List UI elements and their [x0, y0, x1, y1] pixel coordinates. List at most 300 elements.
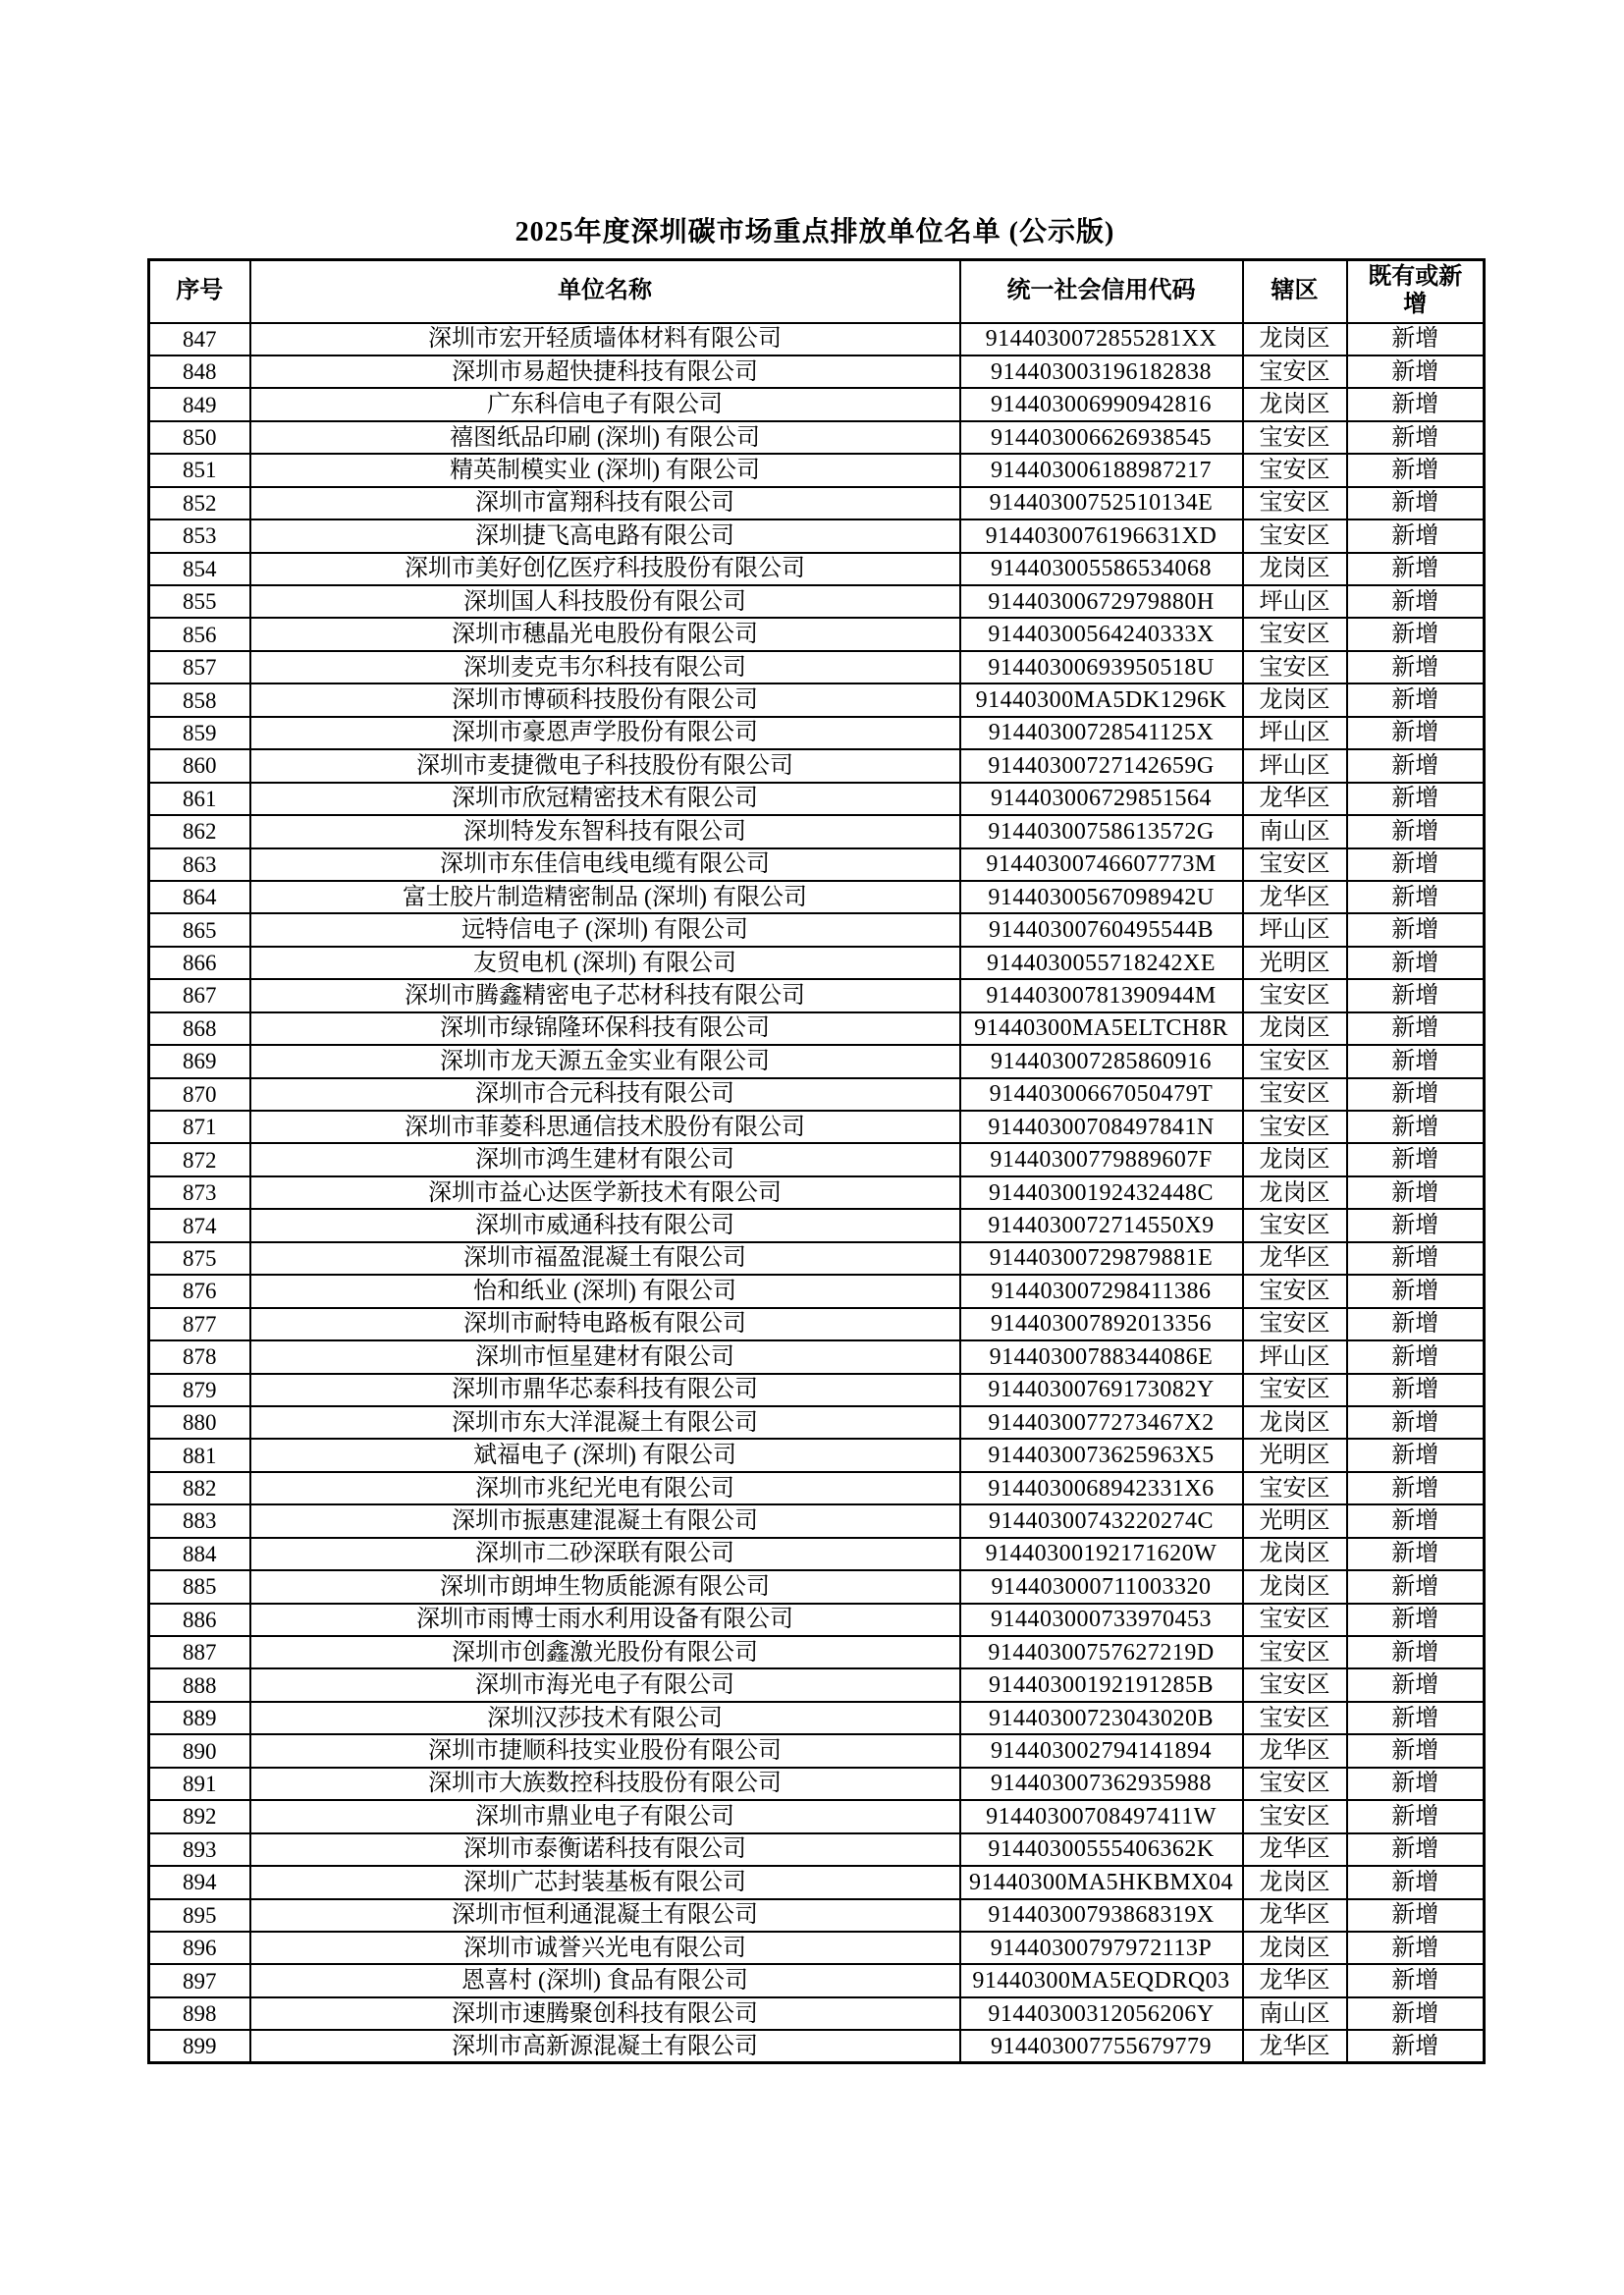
cell-status: 新增 — [1347, 454, 1485, 486]
cell-serial: 855 — [149, 585, 250, 618]
table-row — [149, 1538, 1485, 1570]
cell-serial: 897 — [149, 1964, 250, 1996]
cell-serial: 863 — [149, 848, 250, 881]
cell-district: 光明区 — [1243, 947, 1347, 979]
cell-name: 深圳市朗坤生物质能源有限公司 — [250, 1570, 960, 1603]
cell-status: 新增 — [1347, 1604, 1485, 1636]
cell-name: 深圳广芯封装基板有限公司 — [250, 1866, 960, 1898]
cell-name: 深圳市易超快捷科技有限公司 — [250, 355, 960, 388]
cell-code: 91440300729879881E — [960, 1242, 1243, 1275]
cell-district: 龙华区 — [1243, 1734, 1347, 1767]
cell-district: 龙岗区 — [1243, 388, 1347, 420]
table-row — [149, 1964, 1485, 1996]
cell-serial: 873 — [149, 1176, 250, 1209]
cell-district: 坪山区 — [1243, 585, 1347, 618]
cell-code: 91440300567098942U — [960, 881, 1243, 913]
table-row — [149, 1275, 1485, 1307]
cell-district: 宝安区 — [1243, 1045, 1347, 1077]
cell-code: 91440300MA5HKBMX04 — [960, 1866, 1243, 1898]
cell-status: 新增 — [1347, 1570, 1485, 1603]
cell-serial: 856 — [149, 618, 250, 650]
cell-serial: 859 — [149, 717, 250, 749]
cell-district: 宝安区 — [1243, 1604, 1347, 1636]
cell-serial: 898 — [149, 1997, 250, 2030]
cell-code: 9144030073625963X5 — [960, 1439, 1243, 1471]
cell-status: 新增 — [1347, 1472, 1485, 1504]
cell-district: 宝安区 — [1243, 979, 1347, 1011]
cell-serial: 853 — [149, 519, 250, 552]
cell-serial: 861 — [149, 783, 250, 815]
cell-serial: 895 — [149, 1899, 250, 1932]
col-header-status: 既有或新增 — [1347, 260, 1485, 323]
table-row — [149, 1143, 1485, 1175]
cell-status: 新增 — [1347, 1702, 1485, 1734]
cell-serial: 867 — [149, 979, 250, 1011]
cell-name: 深圳市诚誉兴光电有限公司 — [250, 1932, 960, 1964]
cell-name: 深圳市雨博士雨水利用设备有限公司 — [250, 1604, 960, 1636]
cell-serial: 892 — [149, 1800, 250, 1832]
table-row — [149, 1308, 1485, 1340]
cell-code: 91440300728541125X — [960, 717, 1243, 749]
cell-district: 宝安区 — [1243, 355, 1347, 388]
cell-name: 深圳市富翔科技有限公司 — [250, 487, 960, 519]
table-row — [149, 1833, 1485, 1866]
cell-district: 龙岗区 — [1243, 323, 1347, 355]
cell-district: 南山区 — [1243, 1997, 1347, 2030]
table-row — [149, 1111, 1485, 1143]
cell-name: 深圳市高新源混凝土有限公司 — [250, 2030, 960, 2062]
cell-status: 新增 — [1347, 1768, 1485, 1800]
table-row — [149, 1899, 1485, 1932]
cell-code: 91440300564240333X — [960, 618, 1243, 650]
cell-status: 新增 — [1347, 1932, 1485, 1964]
cell-status: 新增 — [1347, 1636, 1485, 1668]
cell-code: 91440300769173082Y — [960, 1374, 1243, 1406]
cell-name: 深圳捷飞高电路有限公司 — [250, 519, 960, 552]
cell-name: 广东科信电子有限公司 — [250, 388, 960, 420]
cell-code: 91440300708497411W — [960, 1800, 1243, 1832]
cell-code: 91440300555406362K — [960, 1833, 1243, 1866]
cell-status: 新增 — [1347, 1078, 1485, 1111]
cell-code: 91440300758613572G — [960, 815, 1243, 847]
cell-code: 914403007285860916 — [960, 1045, 1243, 1077]
cell-status: 新增 — [1347, 519, 1485, 552]
cell-code: 914403002794141894 — [960, 1734, 1243, 1767]
cell-status: 新增 — [1347, 651, 1485, 683]
cell-status: 新增 — [1347, 421, 1485, 454]
cell-serial: 851 — [149, 454, 250, 486]
cell-district: 龙华区 — [1243, 1833, 1347, 1866]
cell-code: 91440300727142659G — [960, 749, 1243, 782]
cell-code: 91440300693950518U — [960, 651, 1243, 683]
cell-district: 宝安区 — [1243, 1078, 1347, 1111]
cell-serial: 885 — [149, 1570, 250, 1603]
cell-code: 914403007298411386 — [960, 1275, 1243, 1307]
cell-district: 宝安区 — [1243, 1636, 1347, 1668]
cell-code: 9144030072855281XX — [960, 323, 1243, 355]
cell-district: 南山区 — [1243, 815, 1347, 847]
cell-status: 新增 — [1347, 1209, 1485, 1241]
cell-serial: 877 — [149, 1308, 250, 1340]
cell-name: 深圳市益心达医学新技术有限公司 — [250, 1176, 960, 1209]
cell-status: 新增 — [1347, 487, 1485, 519]
cell-code: 9144030055718242XE — [960, 947, 1243, 979]
table-row — [149, 1045, 1485, 1077]
cell-status: 新增 — [1347, 783, 1485, 815]
cell-status: 新增 — [1347, 388, 1485, 420]
cell-name: 深圳市鼎华芯泰科技有限公司 — [250, 1374, 960, 1406]
cell-name: 深圳市恒利通混凝土有限公司 — [250, 1899, 960, 1932]
cell-district: 宝安区 — [1243, 1800, 1347, 1832]
cell-serial: 882 — [149, 1472, 250, 1504]
cell-serial: 864 — [149, 881, 250, 913]
cell-district: 宝安区 — [1243, 1472, 1347, 1504]
cell-name: 富士胶片制造精密制品 (深圳) 有限公司 — [250, 881, 960, 913]
cell-status: 新增 — [1347, 1340, 1485, 1373]
table-row — [149, 1932, 1485, 1964]
cell-code: 91440300760495544B — [960, 913, 1243, 946]
cell-status: 新增 — [1347, 979, 1485, 1011]
table-row — [149, 1866, 1485, 1898]
cell-serial: 891 — [149, 1768, 250, 1800]
cell-code: 91440300723043020B — [960, 1702, 1243, 1734]
cell-status: 新增 — [1347, 1964, 1485, 1996]
cell-serial: 852 — [149, 487, 250, 519]
cell-status: 新增 — [1347, 1833, 1485, 1866]
cell-code: 914403005586534068 — [960, 553, 1243, 585]
cell-code: 914403007755679779 — [960, 2030, 1243, 2062]
table-row — [149, 1734, 1485, 1767]
cell-code: 91440300312056206Y — [960, 1997, 1243, 2030]
cell-district: 龙岗区 — [1243, 1932, 1347, 1964]
cell-name: 深圳汉莎技术有限公司 — [250, 1702, 960, 1734]
cell-code: 91440300MA5ELTCH8R — [960, 1012, 1243, 1045]
cell-district: 宝安区 — [1243, 519, 1347, 552]
cell-status: 新增 — [1347, 1866, 1485, 1898]
cell-name: 友贸电机 (深圳) 有限公司 — [250, 947, 960, 979]
table-row — [149, 2030, 1485, 2062]
cell-status: 新增 — [1347, 1734, 1485, 1767]
table-row — [149, 1668, 1485, 1701]
cell-code: 914403006626938545 — [960, 421, 1243, 454]
cell-status: 新增 — [1347, 1374, 1485, 1406]
emission-units-table — [147, 258, 1486, 2064]
cell-serial: 889 — [149, 1702, 250, 1734]
cell-name: 深圳市大族数控科技股份有限公司 — [250, 1768, 960, 1800]
table-row — [149, 421, 1485, 454]
cell-code: 91440300192432448C — [960, 1176, 1243, 1209]
cell-code: 91440300192171620W — [960, 1538, 1243, 1570]
cell-district: 宝安区 — [1243, 1209, 1347, 1241]
cell-serial: 876 — [149, 1275, 250, 1307]
cell-district: 光明区 — [1243, 1504, 1347, 1537]
cell-district: 坪山区 — [1243, 717, 1347, 749]
table-row — [149, 1604, 1485, 1636]
table-row — [149, 1439, 1485, 1471]
cell-status: 新增 — [1347, 1308, 1485, 1340]
table-row — [149, 355, 1485, 388]
cell-serial: 887 — [149, 1636, 250, 1668]
cell-code: 914403006729851564 — [960, 783, 1243, 815]
cell-name: 深圳市腾鑫精密电子芯材科技有限公司 — [250, 979, 960, 1011]
cell-name: 深圳市东大洋混凝土有限公司 — [250, 1406, 960, 1439]
table-row — [149, 454, 1485, 486]
cell-status: 新增 — [1347, 1275, 1485, 1307]
cell-district: 宝安区 — [1243, 618, 1347, 650]
col-header-district: 辖区 — [1243, 260, 1347, 323]
cell-status: 新增 — [1347, 553, 1485, 585]
cell-code: 91440300788344086E — [960, 1340, 1243, 1373]
table-row — [149, 1570, 1485, 1603]
cell-serial: 879 — [149, 1374, 250, 1406]
cell-status: 新增 — [1347, 1242, 1485, 1275]
cell-district: 龙岗区 — [1243, 1570, 1347, 1603]
cell-district: 龙华区 — [1243, 881, 1347, 913]
cell-serial: 883 — [149, 1504, 250, 1537]
cell-serial: 894 — [149, 1866, 250, 1898]
cell-name: 深圳市宏开轻质墙体材料有限公司 — [250, 323, 960, 355]
table-row — [149, 323, 1485, 355]
table-row — [149, 1242, 1485, 1275]
cell-district: 坪山区 — [1243, 913, 1347, 946]
table-body — [149, 323, 1485, 2063]
cell-district: 龙岗区 — [1243, 683, 1347, 716]
cell-code: 914403007362935988 — [960, 1768, 1243, 1800]
table-row — [149, 388, 1485, 420]
table-row — [149, 1636, 1485, 1668]
table-row — [149, 1374, 1485, 1406]
cell-status: 新增 — [1347, 815, 1485, 847]
cell-code: 91440300793868319X — [960, 1899, 1243, 1932]
cell-district: 龙华区 — [1243, 1242, 1347, 1275]
cell-district: 坪山区 — [1243, 749, 1347, 782]
table-row — [149, 585, 1485, 618]
table-row — [149, 1768, 1485, 1800]
table-row — [149, 683, 1485, 716]
cell-name: 深圳市鼎业电子有限公司 — [250, 1800, 960, 1832]
table-row — [149, 1340, 1485, 1373]
table-row — [149, 749, 1485, 782]
cell-name: 深圳市泰衡诺科技有限公司 — [250, 1833, 960, 1866]
cell-serial: 860 — [149, 749, 250, 782]
cell-serial: 899 — [149, 2030, 250, 2062]
cell-name: 深圳市捷顺科技实业股份有限公司 — [250, 1734, 960, 1767]
cell-name: 深圳市鸿生建材有限公司 — [250, 1143, 960, 1175]
col-header-name: 单位名称 — [250, 260, 960, 323]
cell-status: 新增 — [1347, 355, 1485, 388]
cell-name: 深圳市二砂深联有限公司 — [250, 1538, 960, 1570]
cell-name: 深圳市合元科技有限公司 — [250, 1078, 960, 1111]
cell-name: 深圳市福盈混凝土有限公司 — [250, 1242, 960, 1275]
cell-district: 宝安区 — [1243, 421, 1347, 454]
cell-name: 精英制模实业 (深圳) 有限公司 — [250, 454, 960, 486]
table-header — [149, 260, 1485, 323]
cell-code: 9144030076196631XD — [960, 519, 1243, 552]
cell-serial: 862 — [149, 815, 250, 847]
cell-district: 龙岗区 — [1243, 1176, 1347, 1209]
cell-code: 914403006990942816 — [960, 388, 1243, 420]
table-row — [149, 553, 1485, 585]
cell-name: 深圳市菲菱科思通信技术股份有限公司 — [250, 1111, 960, 1143]
cell-district: 龙岗区 — [1243, 1406, 1347, 1439]
cell-serial: 874 — [149, 1209, 250, 1241]
cell-name: 深圳市振惠建混凝土有限公司 — [250, 1504, 960, 1537]
table-row — [149, 1472, 1485, 1504]
cell-name: 深圳市绿锦隆环保科技有限公司 — [250, 1012, 960, 1045]
cell-code: 91440300MA5EQDRQ03 — [960, 1964, 1243, 1996]
cell-serial: 870 — [149, 1078, 250, 1111]
cell-status: 新增 — [1347, 1668, 1485, 1701]
cell-status: 新增 — [1347, 618, 1485, 650]
cell-district: 宝安区 — [1243, 1768, 1347, 1800]
cell-serial: 866 — [149, 947, 250, 979]
table-row — [149, 1176, 1485, 1209]
cell-code: 91440300797972113P — [960, 1932, 1243, 1964]
cell-district: 龙华区 — [1243, 783, 1347, 815]
cell-name: 深圳市欣冠精密技术有限公司 — [250, 783, 960, 815]
cell-serial: 884 — [149, 1538, 250, 1570]
cell-serial: 854 — [149, 553, 250, 585]
cell-district: 宝安区 — [1243, 1668, 1347, 1701]
cell-district: 坪山区 — [1243, 1340, 1347, 1373]
cell-serial: 878 — [149, 1340, 250, 1373]
table-row — [149, 815, 1485, 847]
cell-status: 新增 — [1347, 1406, 1485, 1439]
cell-code: 91440300743220274C — [960, 1504, 1243, 1537]
table-row — [149, 1997, 1485, 2030]
cell-code: 91440300672979880H — [960, 585, 1243, 618]
cell-code: 9144030072714550X9 — [960, 1209, 1243, 1241]
cell-serial: 888 — [149, 1668, 250, 1701]
cell-status: 新增 — [1347, 913, 1485, 946]
table-row — [149, 881, 1485, 913]
cell-code: 91440300MA5DK1296K — [960, 683, 1243, 716]
cell-name: 深圳市威通科技有限公司 — [250, 1209, 960, 1241]
cell-code: 91440300746607773M — [960, 848, 1243, 881]
cell-code: 9144030068942331X6 — [960, 1472, 1243, 1504]
cell-district: 龙岗区 — [1243, 1143, 1347, 1175]
cell-district: 宝安区 — [1243, 1702, 1347, 1734]
cell-status: 新增 — [1347, 749, 1485, 782]
cell-name: 深圳特发东智科技有限公司 — [250, 815, 960, 847]
cell-code: 914403007892013356 — [960, 1308, 1243, 1340]
cell-status: 新增 — [1347, 1439, 1485, 1471]
cell-code: 914403000733970453 — [960, 1604, 1243, 1636]
cell-name: 深圳麦克韦尔科技有限公司 — [250, 651, 960, 683]
cell-serial: 896 — [149, 1932, 250, 1964]
cell-name: 深圳市海光电子有限公司 — [250, 1668, 960, 1701]
table-row — [149, 618, 1485, 650]
cell-serial: 847 — [149, 323, 250, 355]
cell-serial: 865 — [149, 913, 250, 946]
cell-serial: 858 — [149, 683, 250, 716]
cell-name: 远特信电子 (深圳) 有限公司 — [250, 913, 960, 946]
cell-name: 恩喜村 (深圳) 食品有限公司 — [250, 1964, 960, 1996]
cell-serial: 871 — [149, 1111, 250, 1143]
cell-district: 宝安区 — [1243, 454, 1347, 486]
cell-status: 新增 — [1347, 2030, 1485, 2062]
table-row — [149, 947, 1485, 979]
cell-serial: 893 — [149, 1833, 250, 1866]
cell-serial: 869 — [149, 1045, 250, 1077]
cell-name: 深圳市恒星建材有限公司 — [250, 1340, 960, 1373]
cell-code: 91440300757627219D — [960, 1636, 1243, 1668]
cell-status: 新增 — [1347, 947, 1485, 979]
table-row — [149, 1078, 1485, 1111]
cell-code: 914403003196182838 — [960, 355, 1243, 388]
cell-serial: 868 — [149, 1012, 250, 1045]
cell-status: 新增 — [1347, 1143, 1485, 1175]
cell-code: 91440300192191285B — [960, 1668, 1243, 1701]
cell-district: 光明区 — [1243, 1439, 1347, 1471]
table-row — [149, 519, 1485, 552]
cell-status: 新增 — [1347, 1800, 1485, 1832]
table-row — [149, 717, 1485, 749]
cell-serial: 872 — [149, 1143, 250, 1175]
cell-district: 龙岗区 — [1243, 1538, 1347, 1570]
cell-status: 新增 — [1347, 848, 1485, 881]
cell-name: 深圳市穗晶光电股份有限公司 — [250, 618, 960, 650]
table-row — [149, 783, 1485, 815]
cell-district: 龙岗区 — [1243, 553, 1347, 585]
cell-district: 龙华区 — [1243, 2030, 1347, 2062]
cell-district: 宝安区 — [1243, 848, 1347, 881]
cell-district: 宝安区 — [1243, 1308, 1347, 1340]
header-row — [149, 260, 1485, 323]
cell-serial: 886 — [149, 1604, 250, 1636]
table-row — [149, 651, 1485, 683]
cell-status: 新增 — [1347, 1899, 1485, 1932]
cell-code: 9144030077273467X2 — [960, 1406, 1243, 1439]
cell-status: 新增 — [1347, 683, 1485, 716]
cell-status: 新增 — [1347, 1176, 1485, 1209]
cell-district: 宝安区 — [1243, 1111, 1347, 1143]
table-row — [149, 848, 1485, 881]
cell-code: 91440300708497841N — [960, 1111, 1243, 1143]
cell-status: 新增 — [1347, 881, 1485, 913]
cell-status: 新增 — [1347, 323, 1485, 355]
cell-status: 新增 — [1347, 1504, 1485, 1537]
cell-serial: 849 — [149, 388, 250, 420]
cell-name: 深圳市速腾聚创科技有限公司 — [250, 1997, 960, 2030]
cell-name: 深圳市龙天源五金实业有限公司 — [250, 1045, 960, 1077]
cell-district: 龙华区 — [1243, 1964, 1347, 1996]
cell-serial: 890 — [149, 1734, 250, 1767]
cell-serial: 881 — [149, 1439, 250, 1471]
table-row — [149, 979, 1485, 1011]
cell-district: 龙岗区 — [1243, 1012, 1347, 1045]
cell-name: 深圳市东佳信电线电缆有限公司 — [250, 848, 960, 881]
cell-serial: 848 — [149, 355, 250, 388]
table-row — [149, 1209, 1485, 1241]
cell-name: 深圳市博硕科技股份有限公司 — [250, 683, 960, 716]
cell-code: 91440300779889607F — [960, 1143, 1243, 1175]
cell-code: 914403006188987217 — [960, 454, 1243, 486]
cell-name: 深圳市麦捷微电子科技股份有限公司 — [250, 749, 960, 782]
col-header-code: 统一社会信用代码 — [960, 260, 1243, 323]
cell-name: 深圳国人科技股份有限公司 — [250, 585, 960, 618]
cell-status: 新增 — [1347, 1538, 1485, 1570]
cell-serial: 857 — [149, 651, 250, 683]
cell-name: 怡和纸业 (深圳) 有限公司 — [250, 1275, 960, 1307]
cell-name: 深圳市豪恩声学股份有限公司 — [250, 717, 960, 749]
cell-district: 龙华区 — [1243, 1899, 1347, 1932]
table-row — [149, 487, 1485, 519]
cell-name: 斌福电子 (深圳) 有限公司 — [250, 1439, 960, 1471]
cell-name: 深圳市兆纪光电有限公司 — [250, 1472, 960, 1504]
cell-serial: 880 — [149, 1406, 250, 1439]
cell-code: 914403000711003320 — [960, 1570, 1243, 1603]
